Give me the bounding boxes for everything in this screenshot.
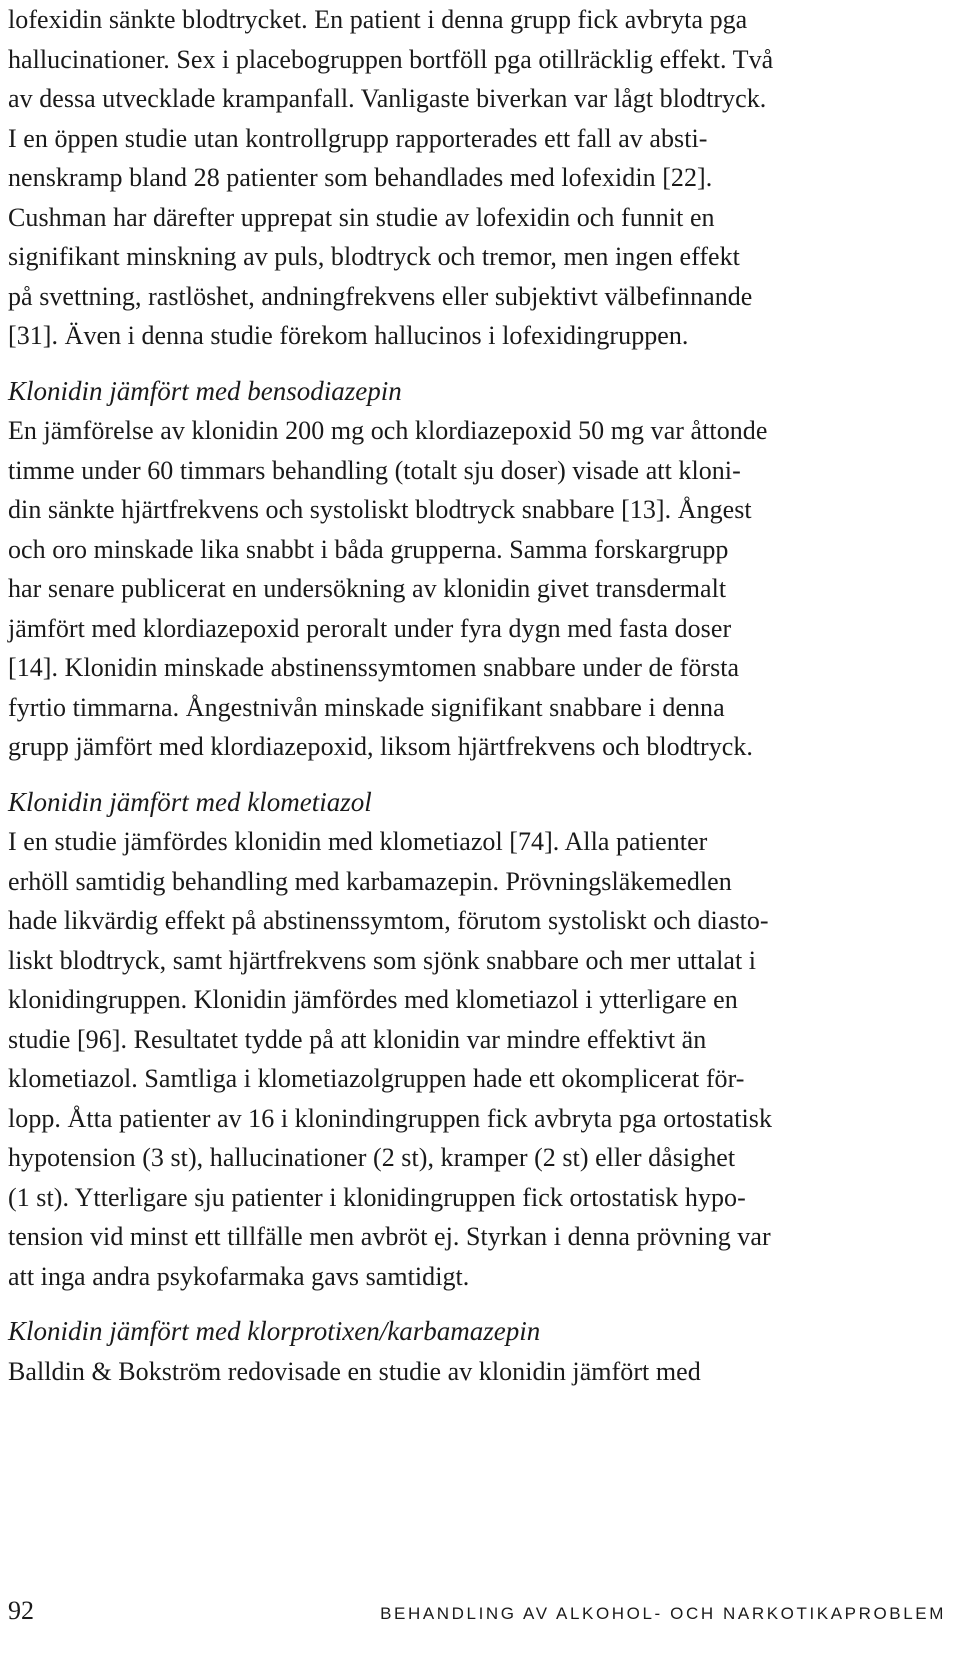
page-number: 92: [8, 1596, 34, 1625]
section-klometiazol: [8, 783, 908, 1297]
text-line: tension vid minst ett tillfälle men avbröt ej. Styrkan i denna prövning var: [8, 1222, 771, 1251]
text-line: och oro minskade lika snabbt i båda grupperna. Samma forskargrupp: [8, 534, 729, 564]
text-line: (1 st). Ytterligare sju patienter i klonidingruppen fick ortostatisk hypo-: [8, 1182, 746, 1212]
text-line: klonidingruppen. Klonidin jämfördes med klometiazol i ytterligare en: [8, 985, 738, 1014]
text-line: I en öppen studie utan kontrollgrupp rapporterades ett fall av absti-: [8, 123, 708, 153]
text-line: timme under 60 timmars behandling (totalt sju doser) visade att kloni-: [8, 455, 741, 485]
text-line: Cushman har därefter upprepat sin studie av lofexidin och funnit en: [8, 202, 715, 232]
text-line: lopp. Åtta patienter av 16 i klonindingruppen fick avbryta pga ortostatisk: [8, 1103, 773, 1133]
section-heading: Klonidin jämfört med bensodiazepin: [8, 375, 402, 406]
text-line: på svettning, rastlöshet, andningfrekvens eller subjektivt välbefinnande: [8, 281, 753, 311]
text-line: studie [96]. Resultatet tydde på att klonidin var mindre effektivt än: [8, 1024, 707, 1054]
section-bensodiazepin: [8, 372, 908, 767]
text-line: jämfört med klordiazepoxid peroralt under fyra dygn med fasta doser: [8, 613, 732, 643]
page-footer: [8, 1596, 952, 1636]
text-line: erhöll samtidig behandling med karbamazepin. Prövningsläkemedlen: [8, 866, 732, 896]
text-line: hallucinationer. Sex i placebogruppen bortföll pga otillräcklig effekt. Två: [8, 44, 774, 74]
text-line: klometiazol. Samtliga i klometiazolgruppen hade ett okomplicerat för-: [8, 1064, 745, 1093]
text-line: grupp jämfört med klordiazepoxid, liksom hjärtfrekvens och blodtryck.: [8, 732, 753, 761]
document-page: [8, 0, 908, 1391]
text-line: hade likvärdig effekt på abstinenssymtom, förutom systoliskt och diasto-: [8, 906, 769, 935]
text-line: lofexidin sänkte blodtrycket. En patient i denna grupp fick avbryta pga: [8, 5, 748, 34]
text-line: att inga andra psykofarmaka gavs samtidigt.: [8, 1261, 470, 1291]
section-heading: Klonidin jämfört med klometiazol: [8, 786, 372, 817]
section-heading: Klonidin jämfört med klorprotixen/karbamazepin: [8, 1316, 541, 1346]
text-line: din sänkte hjärtfrekvens och systoliskt blodtryck snabbare [13]. Ångest: [8, 495, 752, 524]
text-line: hypotension (3 st), hallucinationer (2 st), kramper (2 st) eller dåsighet: [8, 1143, 736, 1172]
running-title: BEHANDLING AV ALKOHOL- OCH NARKOTIKAPROBLEM: [380, 1604, 946, 1623]
text-line: En jämförelse av klonidin 200 mg och klordiazepoxid 50 mg var åttonde: [8, 416, 768, 445]
text-line: nenskramp bland 28 patienter som behandlades med lofexidin [22].: [8, 163, 713, 192]
text-line: I en studie jämfördes klonidin med klometiazol [74]. Alla patienter: [8, 827, 708, 856]
text-line: har senare publicerat en undersökning av klonidin givet transdermalt: [8, 574, 727, 603]
text-line: av dessa utvecklade krampanfall. Vanligaste biverkan var lågt blodtryck.: [8, 84, 767, 113]
text-line: [14]. Klonidin minskade abstinenssymtomen snabbare under de första: [8, 653, 740, 682]
text-line: liskt blodtryck, samt hjärtfrekvens som sjönk snabbare och mer uttalat i: [8, 945, 757, 975]
intro-paragraph: [8, 0, 908, 356]
text-line: signifikant minskning av puls, blodtryck och tremor, men ingen effekt: [8, 242, 740, 271]
text-line: fyrtio timmarna. Ångestnivån minskade signifikant snabbare i denna: [8, 692, 725, 722]
section-klorprotixen: [8, 1312, 908, 1391]
text-line: Balldin & Bokström redovisade en studie av klonidin jämfört med: [8, 1356, 701, 1386]
text-line: [31]. Även i denna studie förekom hallucinos i lofexidingruppen.: [8, 321, 689, 350]
